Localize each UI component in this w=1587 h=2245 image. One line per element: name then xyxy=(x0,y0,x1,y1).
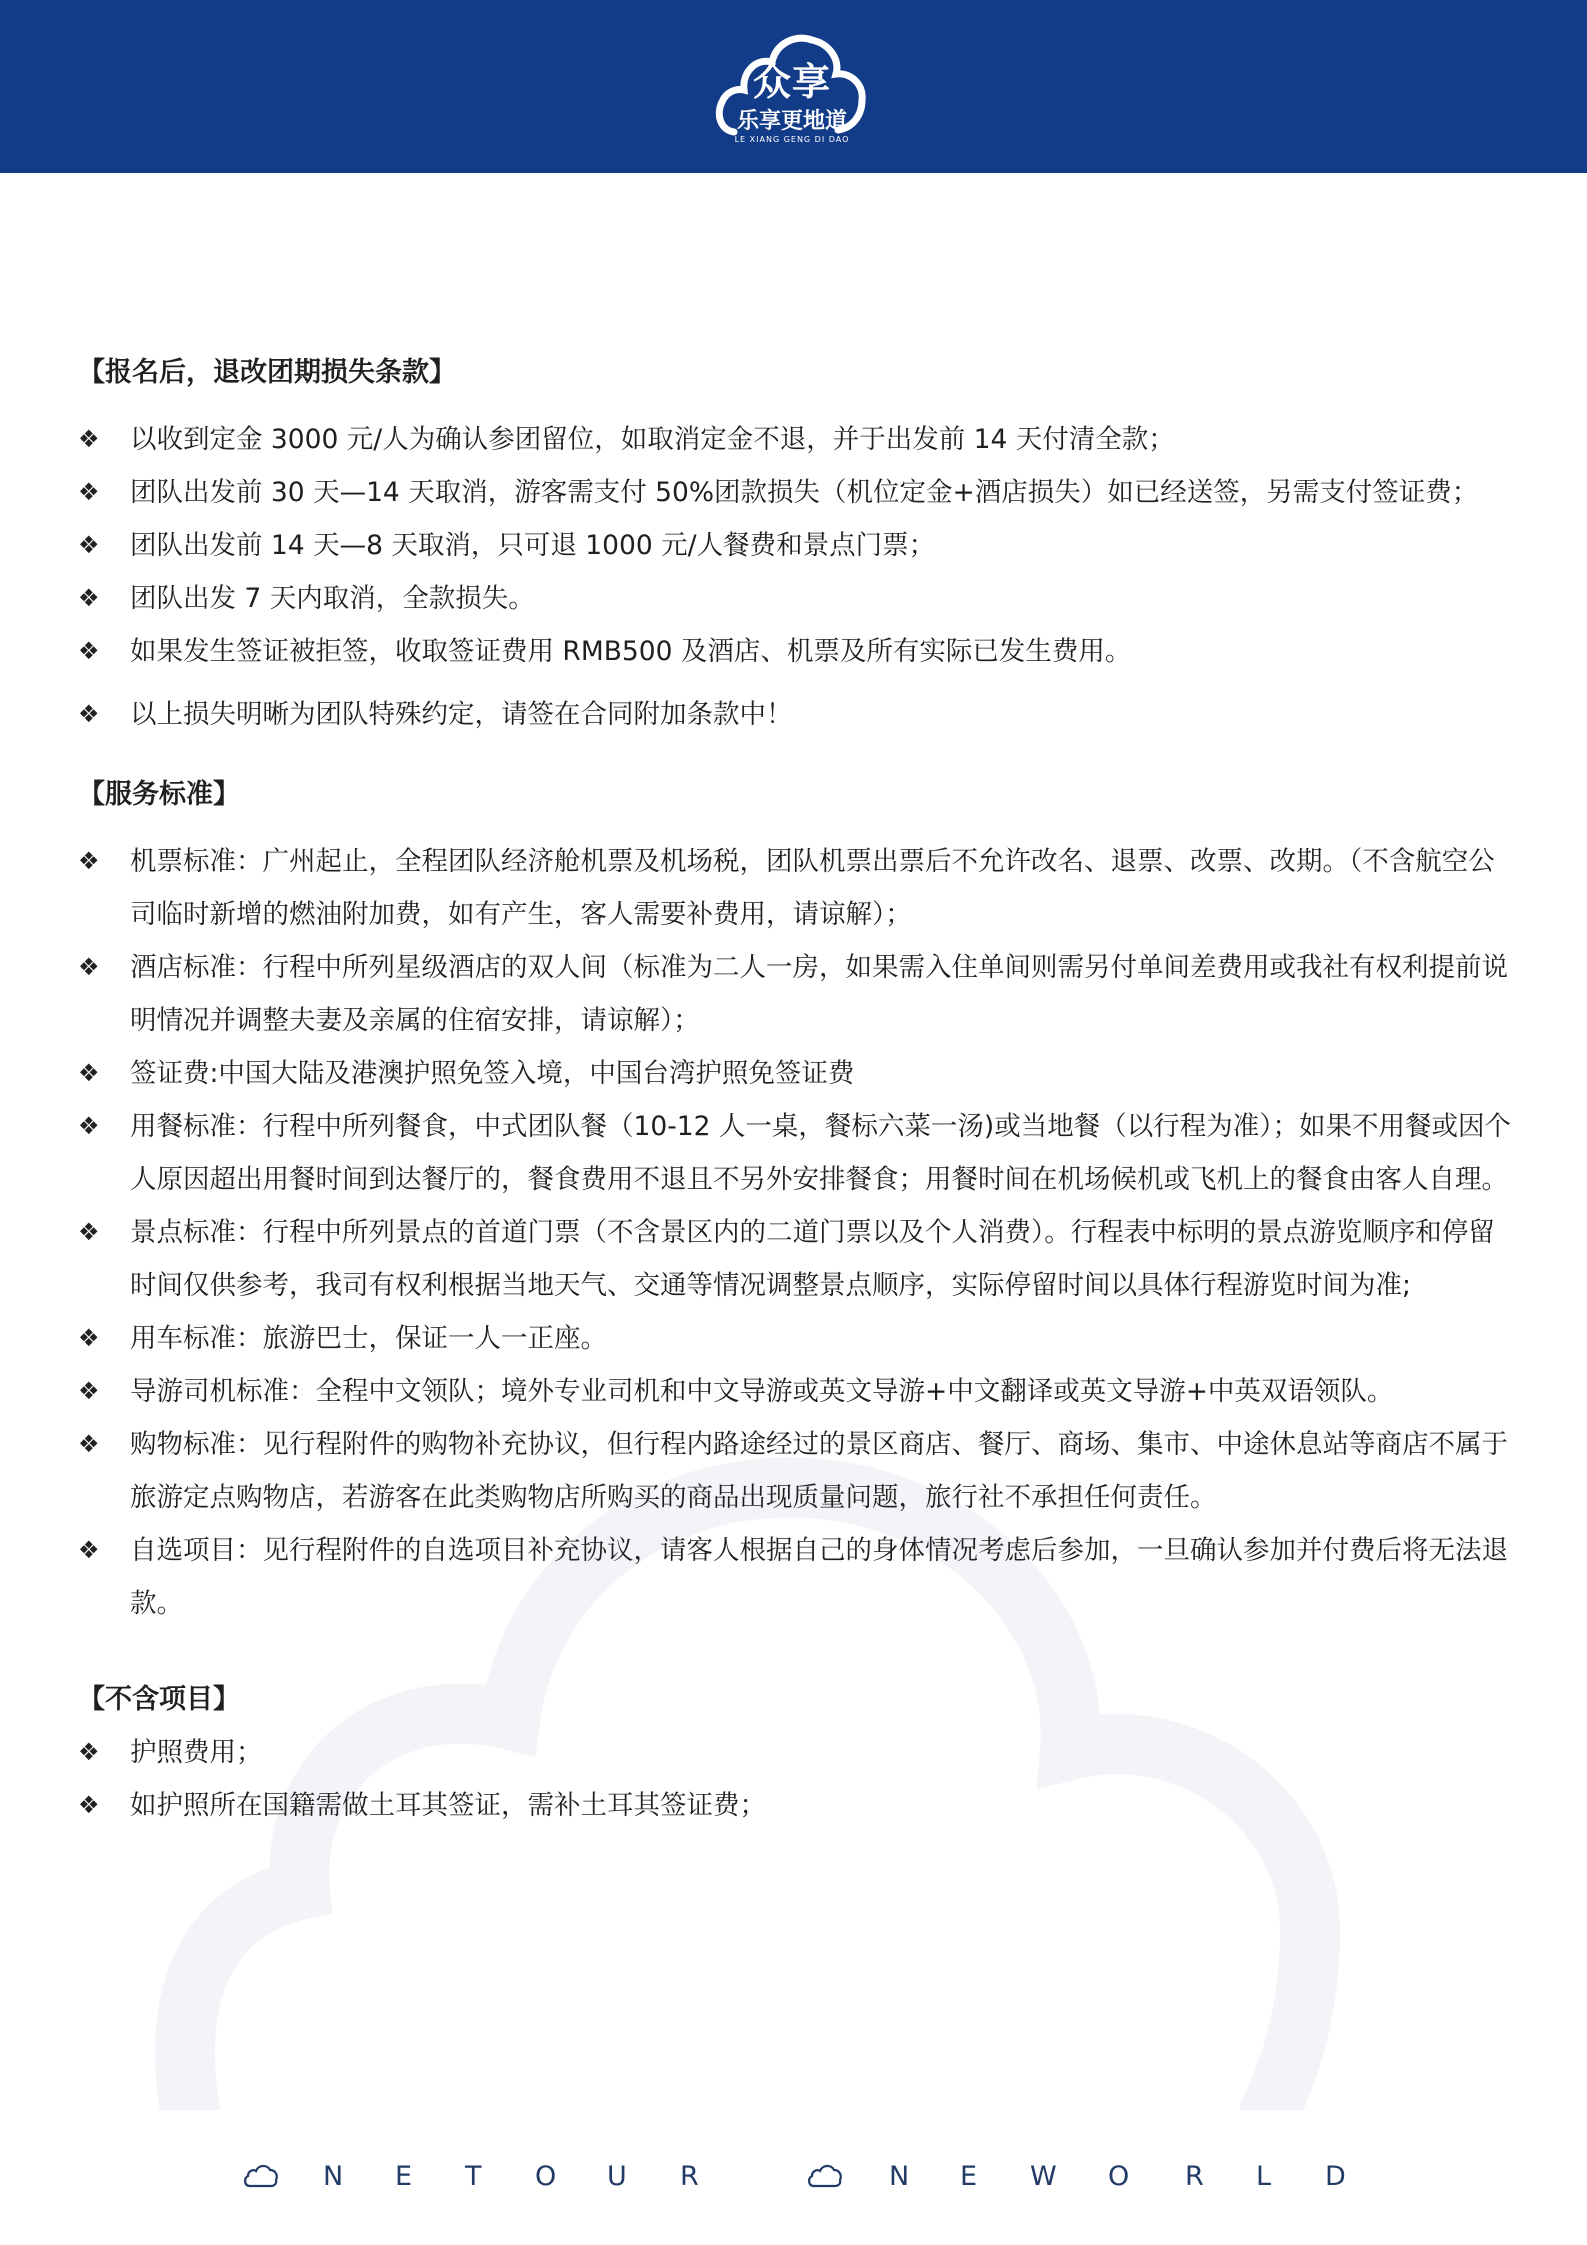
list-item-text: 以收到定金 3000 元/人为确认参团留位，如取消定金不退，并于出发前 14 天付清全款； xyxy=(130,424,1175,455)
list-item xyxy=(78,1524,1518,1630)
diamond-bullet-icon: ❖ xyxy=(78,478,100,506)
diamond-bullet-icon: ❖ xyxy=(78,953,100,981)
diamond-bullet-icon: ❖ xyxy=(78,584,100,612)
diamond-bullet-icon: ❖ xyxy=(78,1377,100,1405)
list-item xyxy=(78,1418,1518,1524)
list-item-text: 导游司机标准：全程中文领队；境外专业司机和中文导游或英文导游+中文翻译或英文导游+中英双语领队。 xyxy=(130,1376,1394,1407)
footer-letter: W xyxy=(1030,2161,1057,2192)
list-item-text: 如果发生签证被拒签，收取签证费用 RMB500 及酒店、机票及所有实际已发生费用。 xyxy=(130,636,1132,667)
list-item-text: 团队出发前 30 天—14 天取消，游客需支付 50%团款损失（机位定金+酒店损失）如已经送签，另需支付签证费； xyxy=(130,477,1479,508)
list-item-text: 以上损失明晰为团队特殊约定，请签在合同附加条款中！ xyxy=(130,699,793,730)
footer-letter: L xyxy=(1256,2161,1272,2192)
diamond-bullet-icon: ❖ xyxy=(78,700,100,728)
company-logo xyxy=(712,22,872,152)
list-item xyxy=(78,835,1518,941)
footer-letter: R xyxy=(680,2161,699,2192)
footer-letter: U xyxy=(607,2161,627,2192)
diamond-bullet-icon: ❖ xyxy=(78,1112,100,1140)
service-standards-section xyxy=(78,777,1518,1630)
list-item xyxy=(78,1779,1518,1832)
list-item-text: 自选项目：见行程附件的自选项目补充协议，请客人根据自己的身体情况考虑后参加，一旦确认参加并付费后将无法退款。 xyxy=(130,1535,1508,1619)
diamond-bullet-icon: ❖ xyxy=(78,1791,100,1819)
diamond-bullet-icon: ❖ xyxy=(78,1218,100,1246)
list-item-text: 用车标准：旅游巴士，保证一人一正座。 xyxy=(130,1323,607,1354)
diamond-bullet-icon: ❖ xyxy=(78,847,100,875)
footer-letter: R xyxy=(1185,2161,1204,2192)
section-title: 【报名后，退改团期损失条款】 xyxy=(78,357,456,388)
list-item xyxy=(78,519,1518,572)
list-item xyxy=(78,413,1518,466)
diamond-bullet-icon: ❖ xyxy=(78,1059,100,1087)
logo-main-text: 众享 xyxy=(752,60,831,104)
cloud-o-icon xyxy=(243,2163,279,2189)
list-item-text: 签证费:中国大陆及港澳护照免签入境，中国台湾护照免签证费 xyxy=(130,1058,855,1089)
section-title: 【服务标准】 xyxy=(78,779,240,810)
list-item-text: 如护照所在国籍需做土耳其签证，需补土耳其签证费； xyxy=(130,1790,766,1821)
list-item-text: 护照费用； xyxy=(130,1737,263,1768)
list-item xyxy=(78,572,1518,625)
diamond-bullet-icon: ❖ xyxy=(78,531,100,559)
footer-letter: N xyxy=(889,2161,910,2192)
list-item xyxy=(78,941,1518,1047)
footer-letter: E xyxy=(395,2161,413,2192)
diamond-bullet-icon: ❖ xyxy=(78,637,100,665)
term-list xyxy=(78,413,1518,741)
exclusion-list xyxy=(78,1726,1518,1832)
list-item-text: 酒店标准：行程中所列星级酒店的双人间（标准为二人一房，如果需入住单间则需另付单间差费用或我社有权利提前说明情况并调整夫妻及亲属的住宿安排，请谅解）； xyxy=(130,952,1508,1036)
section-title: 【不含项目】 xyxy=(78,1684,240,1715)
list-item-text: 景点标准：行程中所列景点的首道门票（不含景区内的二道门票以及个人消费）。行程表中标明的景点游览顺序和停留时间仅供参考，我司有权利根据当地天气、交通等情况调整景点顺序，实际停留时间以具体行程游览时间为准; xyxy=(130,1217,1495,1301)
list-item-text: 团队出发前 14 天—8 天取消，只可退 1000 元/人餐费和景点门票； xyxy=(130,530,936,561)
footer-letter: O xyxy=(1108,2161,1130,2192)
page-footer xyxy=(0,2155,1587,2205)
footer-letter: N xyxy=(323,2161,344,2192)
logo-slogan: 乐享更地道 xyxy=(736,109,847,134)
diamond-bullet-icon: ❖ xyxy=(78,425,100,453)
cancellation-terms-section xyxy=(78,355,1518,741)
logo-pinyin: LE XIANG GENG DI DAO xyxy=(734,135,850,144)
list-item xyxy=(78,688,1518,741)
diamond-bullet-icon: ❖ xyxy=(78,1324,100,1352)
footer-letter: E xyxy=(960,2161,978,2192)
exclusions-section xyxy=(78,1682,1518,1832)
footer-letter: T xyxy=(465,2161,482,2192)
list-item xyxy=(78,466,1518,519)
list-item xyxy=(78,1312,1518,1365)
page-header xyxy=(0,0,1587,173)
document-body xyxy=(78,355,1518,1832)
list-item-text: 机票标准：广州起止，全程团队经济舱机票及机场税，团队机票出票后不允许改名、退票、改票、改期。（不含航空公司临时新增的燃油附加费，如有产生，客人需要补费用，请谅解）； xyxy=(130,846,1495,930)
list-item xyxy=(78,1047,1518,1100)
diamond-bullet-icon: ❖ xyxy=(78,1738,100,1766)
cloud-o-icon xyxy=(807,2163,843,2189)
list-item xyxy=(78,625,1518,678)
list-item-text: 用餐标准：行程中所列餐食，中式团队餐（10-12 人一桌，餐标六菜一汤)或当地餐（以行程为准）；如果不用餐或因个人原因超出用餐时间到达餐厅的，餐食费用不退且不另外安排餐食；用餐时间在机场候机或飞机上的餐食由客人自理。 xyxy=(130,1111,1512,1195)
footer-letter: O xyxy=(535,2161,557,2192)
standard-list xyxy=(78,835,1518,1630)
diamond-bullet-icon: ❖ xyxy=(78,1430,100,1458)
list-item-text: 团队出发 7 天内取消，全款损失。 xyxy=(130,583,535,614)
list-item-text: 购物标准：见行程附件的购物补充协议，但行程内路途经过的景区商店、餐厅、商场、集市、中途休息站等商店不属于旅游定点购物店，若游客在此类购物店所购买的商品出现质量问题，旅行社不承担任何责任。 xyxy=(130,1429,1508,1513)
diamond-bullet-icon: ❖ xyxy=(78,1536,100,1564)
footer-letter: D xyxy=(1325,2161,1346,2192)
list-item xyxy=(78,1365,1518,1418)
list-item xyxy=(78,1206,1518,1312)
list-item xyxy=(78,1100,1518,1206)
list-item xyxy=(78,1726,1518,1779)
